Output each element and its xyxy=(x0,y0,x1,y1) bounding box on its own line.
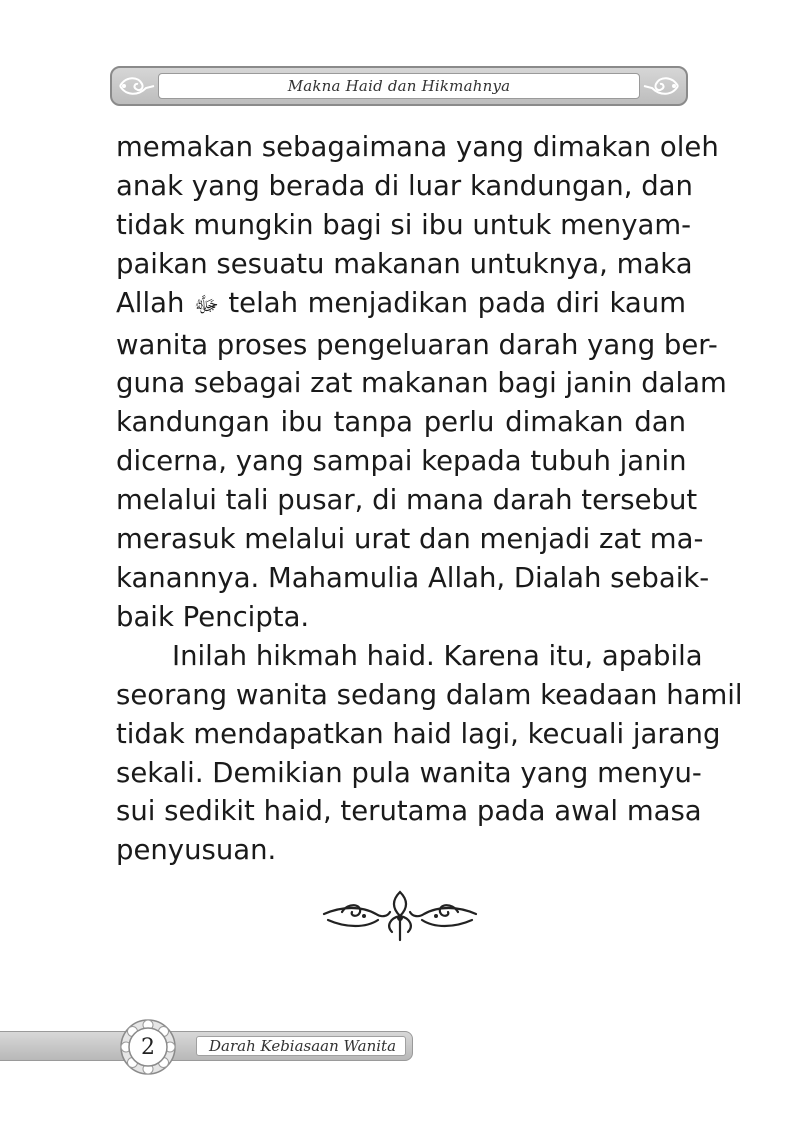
running-header-title: Makna Haid dan Hikmahnya xyxy=(287,77,511,95)
text-line: baik Pencipta. xyxy=(116,600,310,633)
text-line: sui sedikit haid, terutama pada awal masa xyxy=(116,795,702,828)
text-line xyxy=(116,284,686,326)
text-line: Inilah hikmah haid. Karena itu, apabila xyxy=(172,639,703,672)
text-fragment: Allah xyxy=(116,286,194,319)
running-header xyxy=(110,66,688,106)
text-line: melalui tali pusar, di mana darah tersebut xyxy=(116,484,698,517)
text-line: dicerna, yang sampai kepada tubuh janin xyxy=(116,445,687,478)
floral-scroll-icon xyxy=(642,74,682,98)
paragraph xyxy=(116,128,727,637)
text-line: guna sebagai zat makanan bagi janin dalam xyxy=(116,367,727,400)
floral-scroll-icon xyxy=(116,74,156,98)
honorific-glyph: ﷻ xyxy=(193,292,219,318)
text-line: memakan sebagaimana yang dimakan oleh xyxy=(116,131,719,163)
body-text xyxy=(116,128,743,870)
footer-title-box xyxy=(196,1036,406,1056)
text-line: kanannya. Mahamulia Allah, Dialah sebaik- xyxy=(116,561,710,594)
running-footer xyxy=(0,1031,413,1061)
text-line: penyusuan. xyxy=(116,834,277,867)
text-line: anak yang berada di luar kandungan, dan xyxy=(116,169,693,202)
text-line: sekali. Demikian pula wanita yang menyu- xyxy=(116,756,702,789)
paragraph xyxy=(116,637,743,870)
book-title: Darah Kebiasaan Wanita xyxy=(209,1037,397,1055)
header-title-box xyxy=(158,73,640,99)
text-line: tidak mungkin bagi si ibu untuk menyam- xyxy=(116,208,692,241)
text-line: paikan sesuatu makanan untuknya, maka xyxy=(116,247,693,280)
text-fragment: telah menjadikan pada diri kaum xyxy=(218,286,686,319)
text-line: wanita proses pengeluaran darah yang ber- xyxy=(116,328,718,361)
text-line: kandungan ibu tanpa perlu dimakan dan xyxy=(116,406,686,439)
fleur-de-lis-divider-icon xyxy=(318,888,482,944)
text-line: seorang wanita sedang dalam keadaan hamil xyxy=(116,678,743,711)
page-number: 2 xyxy=(141,1034,155,1060)
text-line: tidak mendapatkan haid lagi, kecuali jarang xyxy=(116,717,721,750)
text-line: merasuk melalui urat dan menjadi zat ma- xyxy=(116,523,704,556)
